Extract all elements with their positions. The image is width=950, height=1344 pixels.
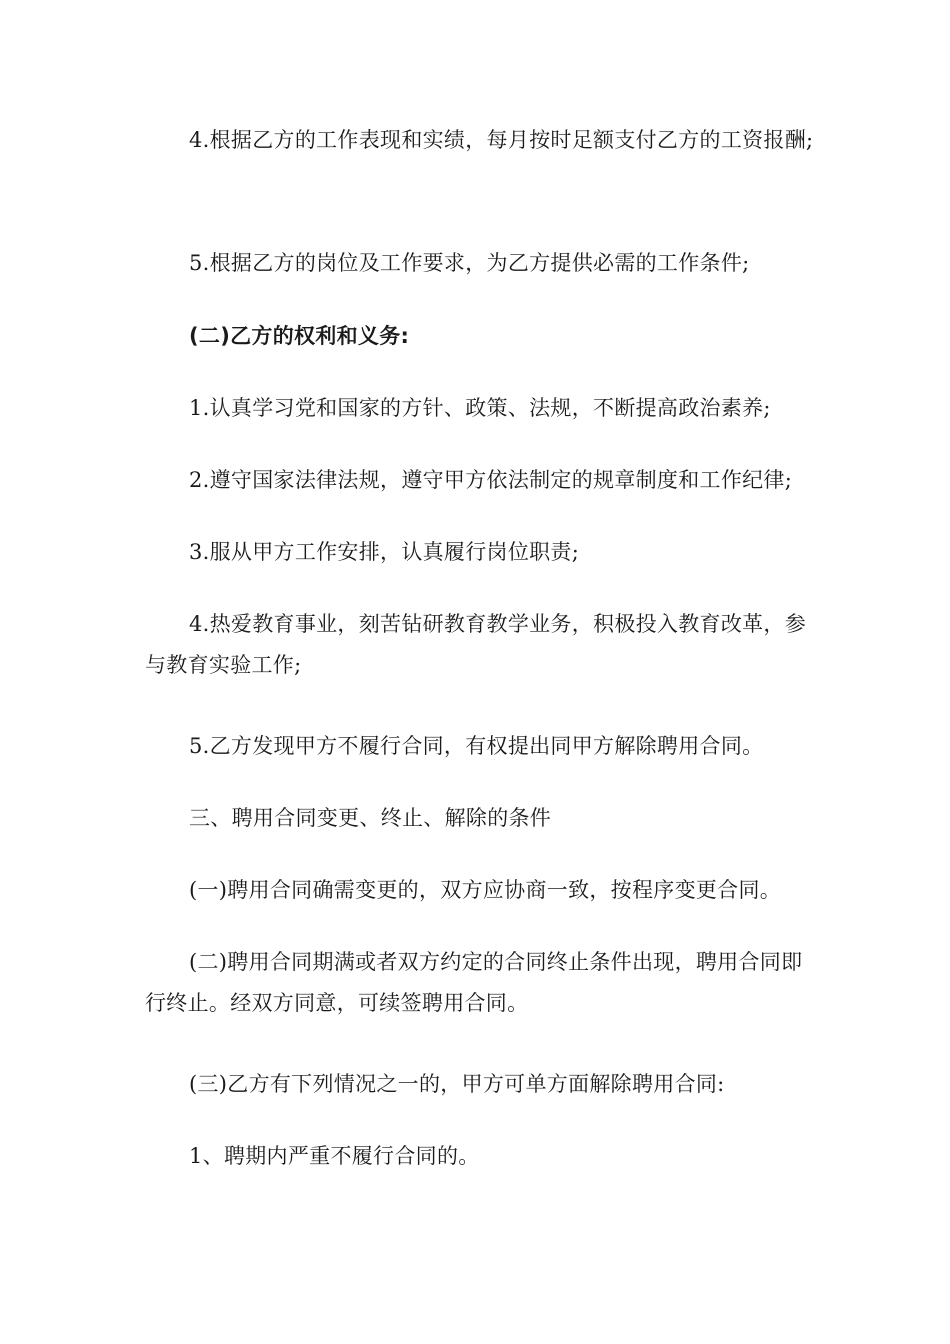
paragraph-contract-change: (一)聘用合同确需变更的，双方应协商一致，按程序变更合同。 — [189, 878, 782, 902]
paragraph-contract-termination: (二)聘用合同期满或者双方约定的合同终止条件出现，聘用合同即行终止。经双方同意，可续签聘用合同。 — [145, 950, 803, 1015]
paragraph-employee-duty-1: 1.认真学习党和国家的方针、政策、法规，不断提高政治素养; — [189, 396, 771, 420]
paragraph-employee-duty-4: 4.热爱教育事业，刻苦钻研教育教学业务，积极投入教育改革，参与教育实验工作; — [145, 612, 807, 677]
section-heading-employee-rights: (二)乙方的权利和义务: — [189, 324, 410, 348]
paragraph-employee-duty-2: 2.遵守国家法律法规，遵守甲方依法制定的规章制度和工作纪律; — [189, 468, 793, 492]
paragraph-dissolution-case-1: 1、聘期内严重不履行合同的。 — [189, 1144, 480, 1168]
section-heading-contract-change: 三、聘用合同变更、终止、解除的条件 — [189, 806, 552, 830]
paragraph-employee-duty-3: 3.服从甲方工作安排，认真履行岗位职责; — [189, 540, 580, 564]
paragraph-employee-duty-5: 5.乙方发现甲方不履行合同，有权提出同甲方解除聘用合同。 — [189, 734, 764, 758]
paragraph-unilateral-dissolution: (三)乙方有下列情况之一的，甲方可单方面解除聘用合同: — [189, 1072, 725, 1096]
paragraph-employer-duty-5: 5.根据乙方的岗位及工作要求，为乙方提供必需的工作条件; — [189, 251, 750, 275]
paragraph-employer-duty-4: 4.根据乙方的工作表现和实绩，每月按时足额支付乙方的工资报酬; — [189, 128, 814, 152]
